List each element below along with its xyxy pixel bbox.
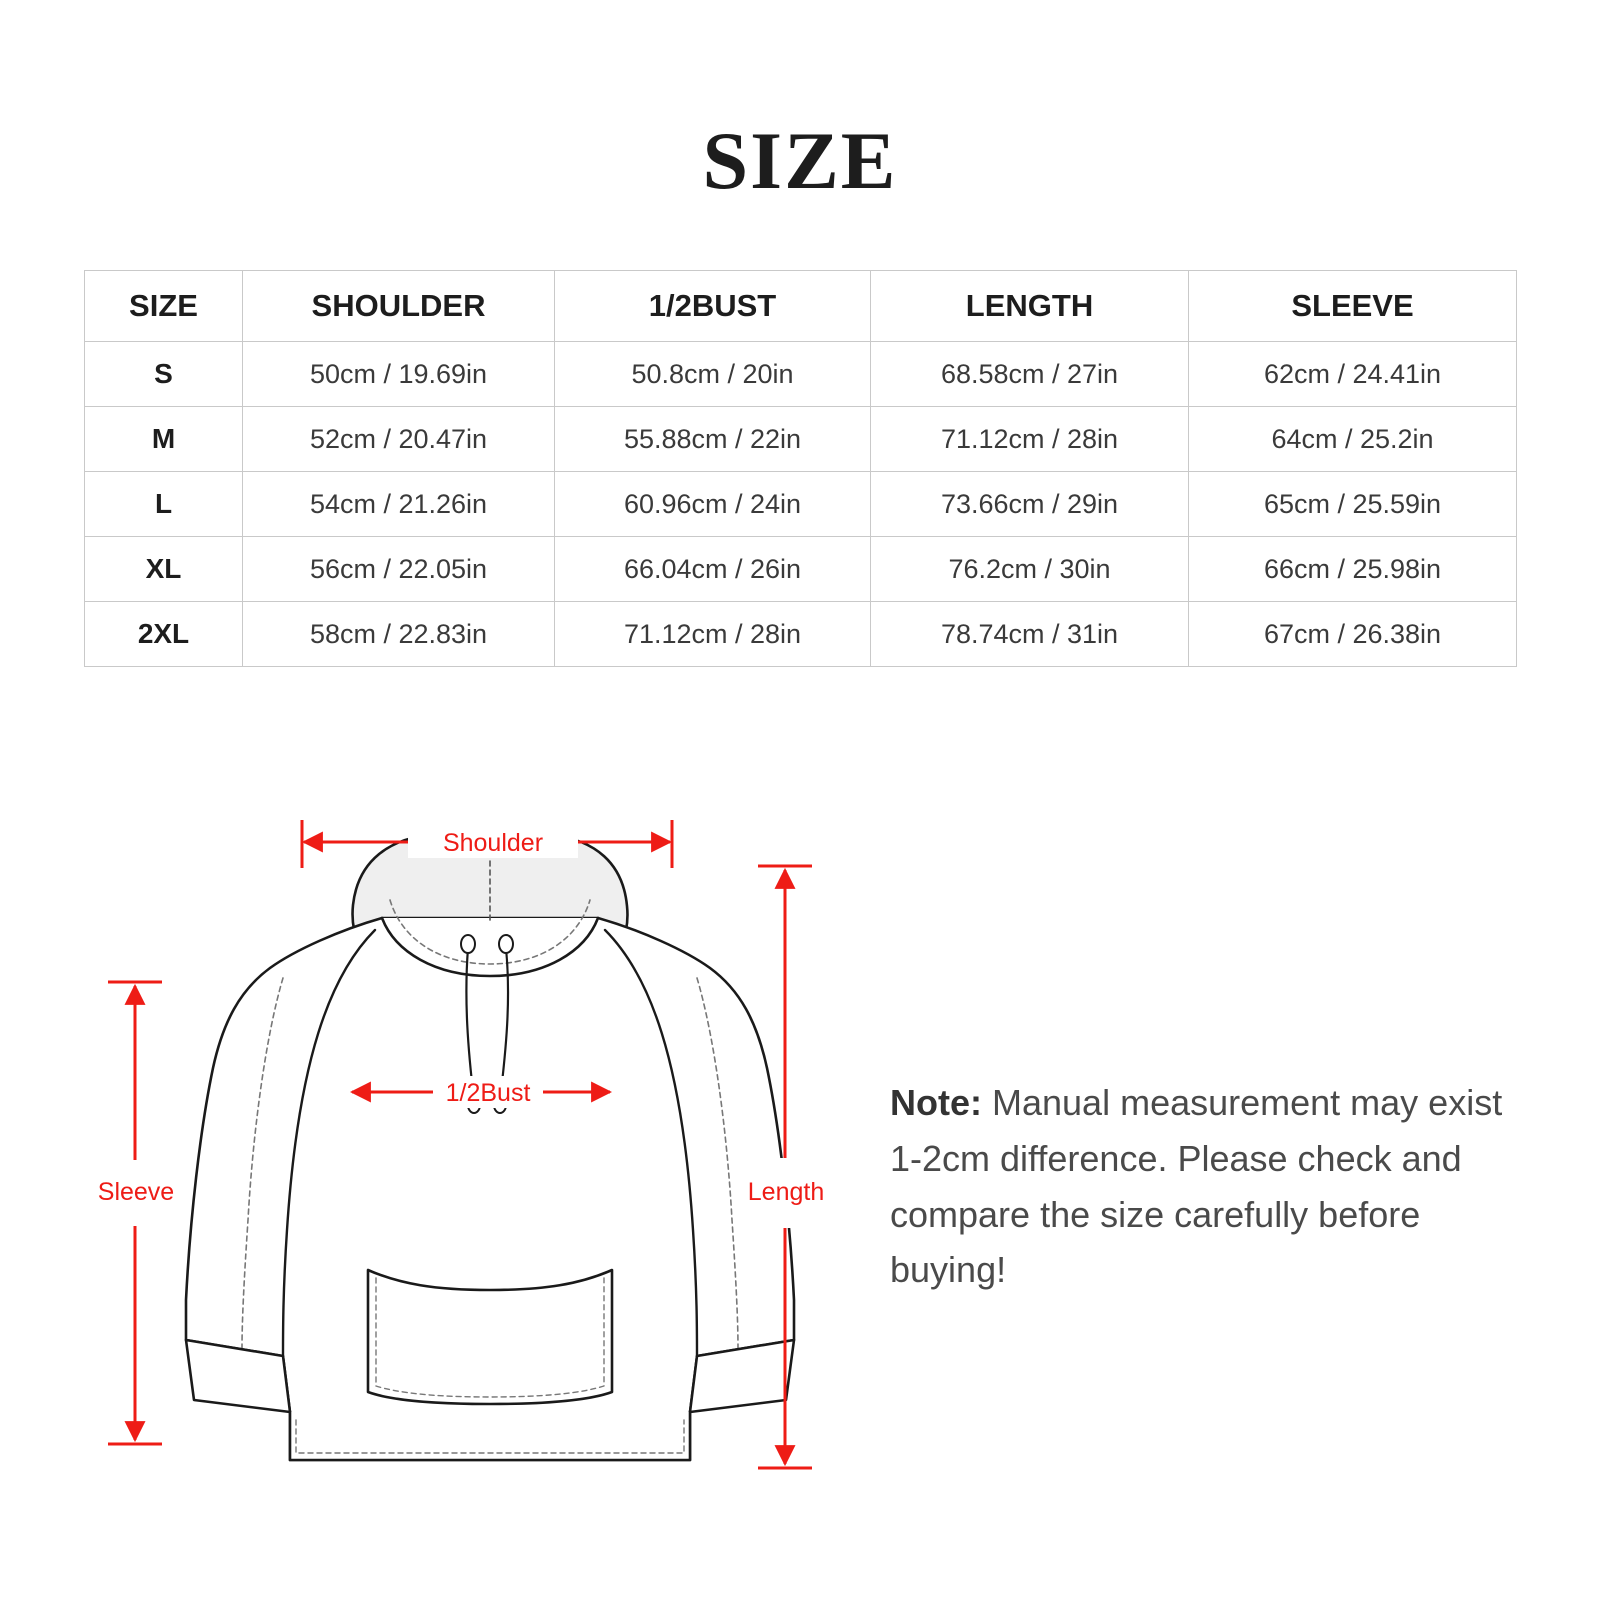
cell-bust: 55.88cm / 22in <box>555 407 871 472</box>
label-sleeve: Sleeve <box>97 1178 175 1206</box>
cell-bust: 60.96cm / 24in <box>555 472 871 537</box>
column-header-size: SIZE <box>85 271 243 342</box>
cell-size: 2XL <box>85 602 243 667</box>
cell-length: 68.58cm / 27in <box>871 342 1189 407</box>
column-header-shoulder: SHOULDER <box>243 271 555 342</box>
table-row <box>85 537 1517 602</box>
table-header-row <box>85 271 1517 342</box>
hoodie-illustration <box>186 832 794 1460</box>
cell-bust: 66.04cm / 26in <box>555 537 871 602</box>
cell-sleeve: 64cm / 25.2in <box>1189 407 1517 472</box>
cell-size: XL <box>85 537 243 602</box>
table-row <box>85 342 1517 407</box>
cell-bust: 71.12cm / 28in <box>555 602 871 667</box>
cell-bust: 50.8cm / 20in <box>555 342 871 407</box>
page-title: SIZE <box>702 115 898 206</box>
cell-shoulder: 52cm / 20.47in <box>243 407 555 472</box>
cell-sleeve: 65cm / 25.59in <box>1189 472 1517 537</box>
cell-sleeve: 67cm / 26.38in <box>1189 602 1517 667</box>
cell-size: S <box>85 342 243 407</box>
table-row <box>85 407 1517 472</box>
cell-shoulder: 56cm / 22.05in <box>243 537 555 602</box>
cell-sleeve: 62cm / 24.41in <box>1189 342 1517 407</box>
note-label: Note: <box>890 1082 982 1123</box>
note-block <box>890 1075 1530 1298</box>
column-header-sleeve: SLEEVE <box>1189 271 1517 342</box>
cell-size: L <box>85 472 243 537</box>
cell-length: 71.12cm / 28in <box>871 407 1189 472</box>
size-chart-table <box>84 270 1517 667</box>
note-text: Manual measurement may exist 1-2cm difference. Please check and compare the size carefully before buying! <box>890 1082 1503 1291</box>
cell-shoulder: 50cm / 19.69in <box>243 342 555 407</box>
measurement-diagram <box>90 800 880 1500</box>
label-length: Length <box>747 1178 825 1206</box>
cell-length: 76.2cm / 30in <box>871 537 1189 602</box>
cell-length: 73.66cm / 29in <box>871 472 1189 537</box>
cell-shoulder: 54cm / 21.26in <box>243 472 555 537</box>
label-shoulder: Shoulder <box>442 829 544 857</box>
table-row <box>85 602 1517 667</box>
cell-size: M <box>85 407 243 472</box>
cell-length: 78.74cm / 31in <box>871 602 1189 667</box>
cell-sleeve: 66cm / 25.98in <box>1189 537 1517 602</box>
column-header-bust: 1/2BUST <box>555 271 871 342</box>
table-row <box>85 472 1517 537</box>
label-half-bust: 1/2Bust <box>445 1079 531 1107</box>
column-header-length: LENGTH <box>871 271 1189 342</box>
cell-shoulder: 58cm / 22.83in <box>243 602 555 667</box>
